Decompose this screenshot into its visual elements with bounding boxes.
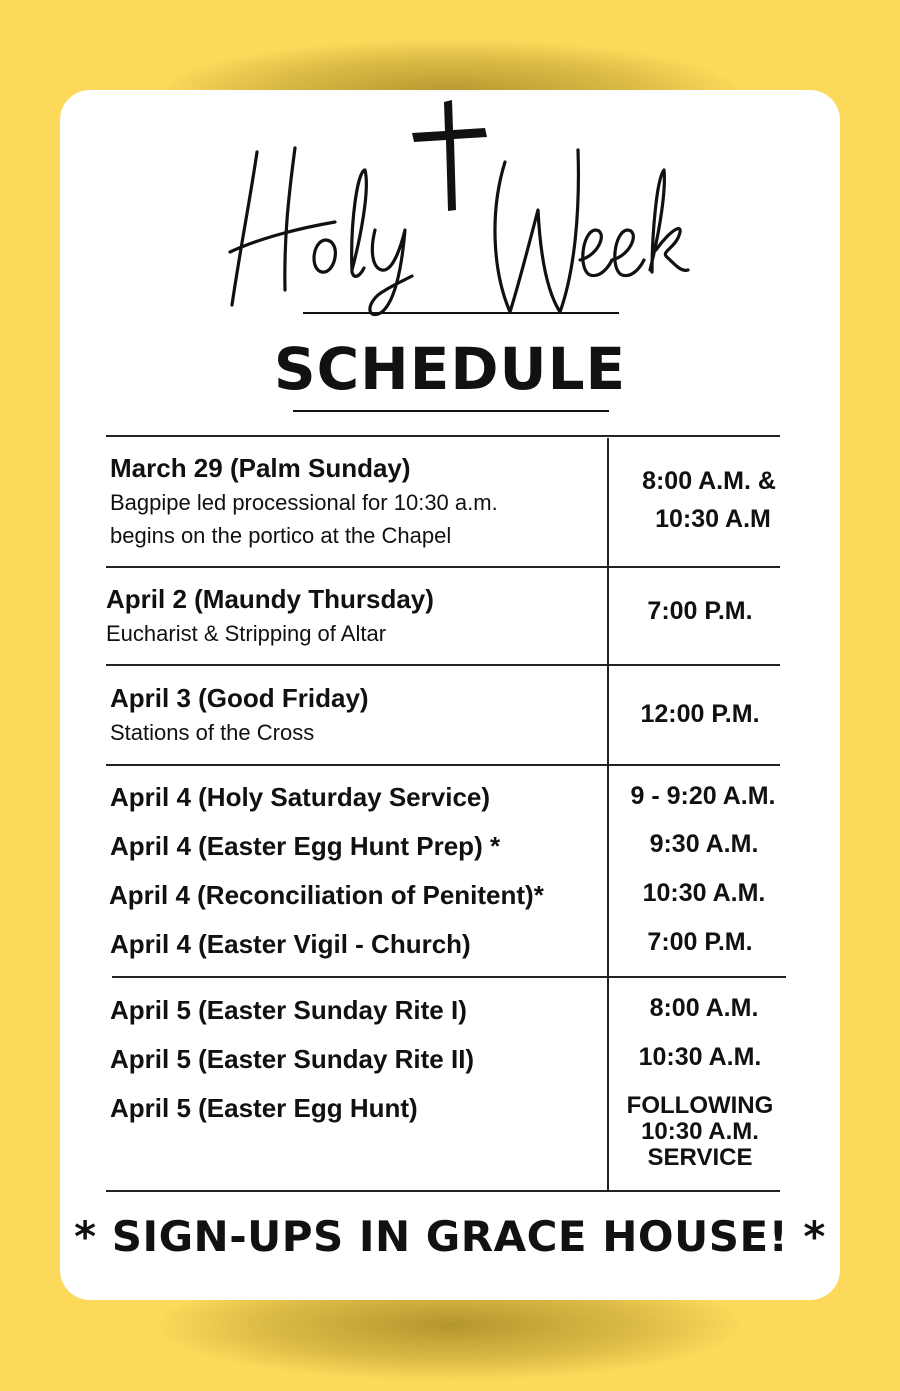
cross-icon bbox=[412, 100, 487, 211]
holy-week-lettering-icon bbox=[60, 90, 840, 330]
event-time: 9:30 A.M. bbox=[649, 830, 759, 858]
table-divider bbox=[106, 1190, 780, 1192]
event-name: April 2 (Maundy Thursday) bbox=[106, 584, 434, 614]
event-time: 10:30 A.M. bbox=[642, 879, 766, 907]
table-divider bbox=[106, 566, 780, 568]
event-time: 8:00 A.M. bbox=[649, 994, 759, 1022]
holy-week-script-title bbox=[60, 90, 840, 330]
event-time: 7:00 P.M. bbox=[647, 597, 753, 625]
schedule-row bbox=[110, 683, 369, 749]
table-divider bbox=[106, 664, 780, 666]
table-divider bbox=[106, 764, 780, 766]
event-description: Bagpipe led processional for 10:30 a.m. bbox=[110, 490, 498, 515]
event-description: begins on the portico at the Chapel bbox=[110, 523, 452, 548]
event-time: 7:00 P.M. bbox=[647, 928, 753, 956]
event-name: April 4 (Reconciliation of Penitent)* bbox=[109, 880, 544, 910]
subtitle-underline bbox=[293, 410, 609, 412]
event-name: April 5 (Easter Sunday Rite II) bbox=[110, 1044, 475, 1074]
event-time: 12:00 P.M. bbox=[640, 700, 760, 728]
event-time: SERVICE bbox=[647, 1144, 753, 1171]
schedule-card bbox=[60, 90, 840, 1300]
event-time: 9 - 9:20 A.M. bbox=[630, 782, 776, 810]
event-name: April 4 (Easter Vigil - Church) bbox=[110, 929, 471, 959]
signup-notice: * SIGN-UPS IN GRACE HOUSE! * bbox=[74, 1212, 826, 1261]
event-time: 10:30 A.M bbox=[655, 505, 771, 533]
event-time: 10:30 A.M. bbox=[638, 1043, 762, 1071]
event-name: March 29 (Palm Sunday) bbox=[110, 453, 411, 483]
schedule-row bbox=[110, 453, 498, 552]
event-name: April 5 (Easter Sunday Rite I) bbox=[110, 995, 467, 1025]
event-name: April 5 (Easter Egg Hunt) bbox=[110, 1093, 418, 1123]
table-divider bbox=[112, 976, 786, 978]
event-time: 8:00 A.M. & bbox=[642, 467, 776, 495]
event-name: April 3 (Good Friday) bbox=[110, 683, 369, 713]
event-time: FOLLOWING bbox=[626, 1092, 774, 1119]
event-description: Eucharist & Stripping of Altar bbox=[106, 621, 387, 646]
page-subtitle: SCHEDULE bbox=[273, 335, 627, 403]
event-description: Stations of the Cross bbox=[110, 720, 315, 745]
event-time: 10:30 A.M. bbox=[641, 1118, 759, 1145]
table-column-divider bbox=[607, 438, 609, 1191]
table-divider bbox=[106, 435, 780, 437]
event-name: April 4 (Holy Saturday Service) bbox=[110, 782, 491, 812]
schedule-row bbox=[106, 584, 434, 650]
title-underline bbox=[303, 312, 619, 314]
event-name: April 4 (Easter Egg Hunt Prep) * bbox=[110, 831, 501, 861]
